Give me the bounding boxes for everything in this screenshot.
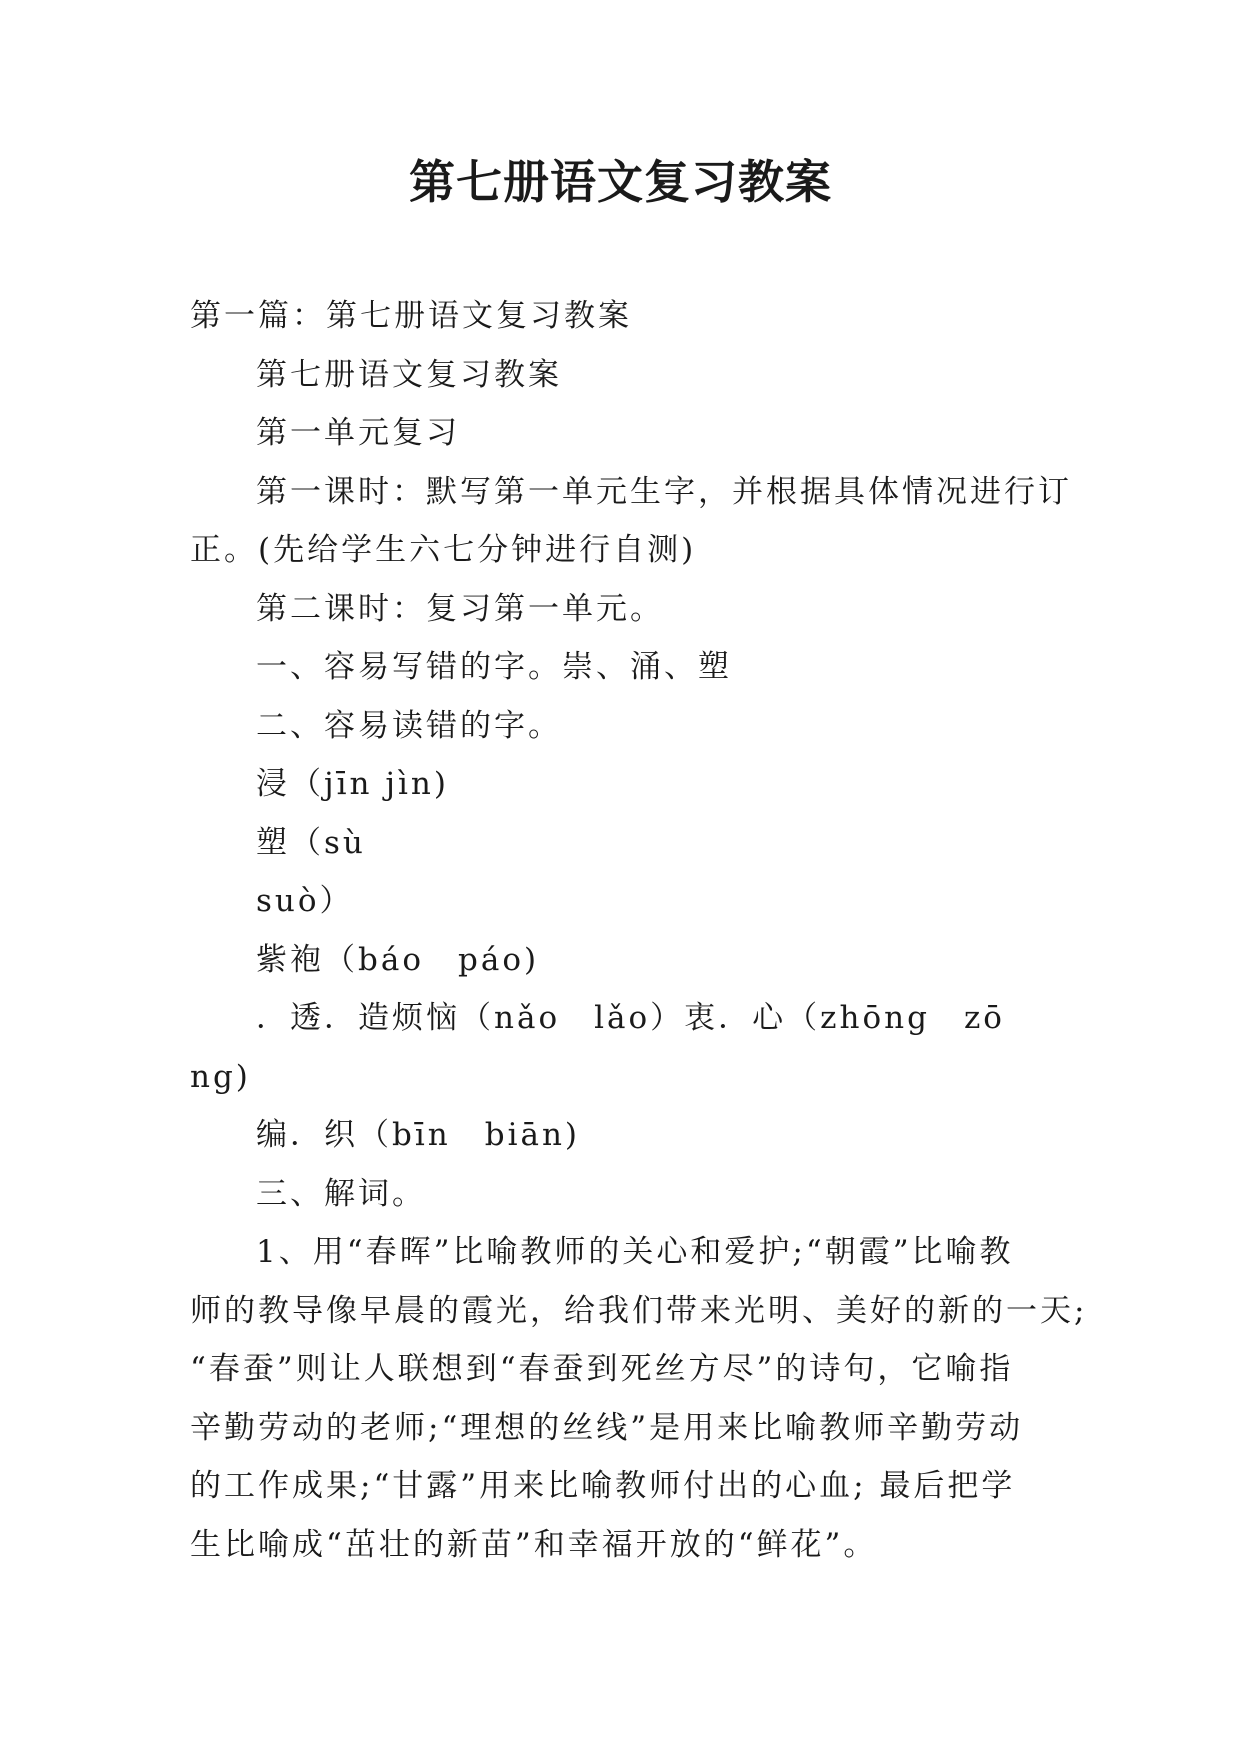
document-body xyxy=(190,287,1088,1574)
paragraph-line: 塑（sù xyxy=(256,824,366,861)
paragraph-line: 1、用“春晖”比喻教师的关心和爱护;“朝霞”比喻教 xyxy=(256,1234,1014,1270)
paragraph-line: 编．织（bīn biān) xyxy=(256,1117,581,1153)
paragraph-line: 二、容易读错的字。 xyxy=(256,707,562,744)
paragraph-line: 生比喻成“茁壮的新苗”和幸福开放的“鲜花”。 xyxy=(190,1526,878,1563)
paragraph-line: 紫袍（báo páo) xyxy=(256,941,540,978)
paragraph-line: 第一课时：默写第一单元生字，并根据具体情况进行订 xyxy=(256,473,1072,510)
paragraph-line: 浸（jīn jìn) xyxy=(256,766,449,802)
paragraph-line: 辛勤劳动的老师;“理想的丝线”是用来比喻教师辛勤劳动 xyxy=(190,1409,1024,1446)
paragraph-line: 的工作成果;“甘露”用来比喻教师付出的心血; 最后把学 xyxy=(190,1468,1016,1504)
paragraph-line: 第一单元复习 xyxy=(256,415,460,451)
paragraph-line: ng) xyxy=(190,1058,251,1095)
paragraph-line: 三、解词。 xyxy=(256,1175,426,1212)
paragraph-line: 第二课时：复习第一单元。 xyxy=(256,590,664,627)
paragraph-line: ．透．造烦恼（nǎo lǎo）衷．心（zhōng zō xyxy=(256,1000,1005,1036)
paragraph-line: suò） xyxy=(256,883,354,919)
paragraph-line: 一、容易写错的字。崇、涌、塑 xyxy=(256,649,732,685)
document-title: 第七册语文复习教案 xyxy=(409,155,832,209)
paragraph-line: 师的教导像早晨的霞光，给我们带来光明、美好的新的一天; xyxy=(190,1292,1088,1329)
paragraph-line: 第七册语文复习教案 xyxy=(256,356,562,393)
paragraph-line: “春蚕”则让人联想到“春蚕到死丝方尽”的诗句，它喻指 xyxy=(190,1351,1014,1387)
paragraph-line: 正。(先给学生六七分钟进行自测) xyxy=(190,532,697,568)
paragraph-line: 第一篇：第七册语文复习教案 xyxy=(190,298,632,334)
